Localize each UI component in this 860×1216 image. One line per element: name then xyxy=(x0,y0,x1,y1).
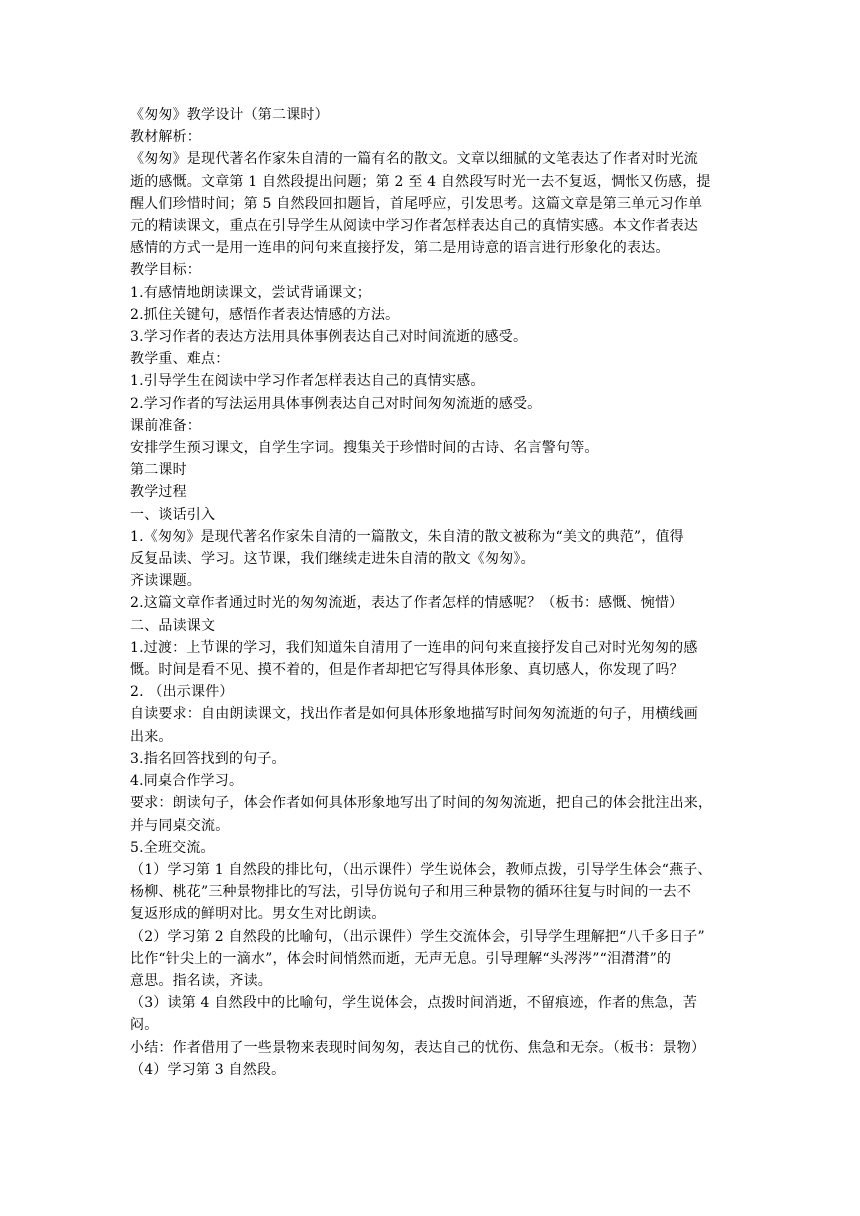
text-line: 二、品读课文 xyxy=(130,617,216,634)
text-line: （2）学习第 2 自然段的比喻句，（出示课件）学生交流体会，引导学生理解把“八千多日子” xyxy=(130,928,705,945)
text-line: 1.《匆匆》是现代著名作家朱自清的一篇散文，朱自清的散文被称为“美文的典范”，值得 xyxy=(130,528,684,545)
text-line: 4.同桌合作学习。 xyxy=(130,773,244,790)
text-line: 5.全班交流。 xyxy=(130,839,215,856)
text-line: 2.这篇文章作者通过时光的匆匆流逝，表达了作者怎样的情感呢？（板书：感慨、惋惜） xyxy=(130,595,684,612)
text-line: 1.引导学生在阅读中学习作者怎样表达自己的真情实感。 xyxy=(130,373,485,390)
text-line: 教材解析： xyxy=(130,129,201,146)
text-line: 《匆匆》是现代著名作家朱自清的一篇有名的散文。文章以细腻的文笔表达了作者对时光流 xyxy=(130,151,698,168)
text-line: 闷。 xyxy=(130,1017,159,1034)
text-line: 逝的感慨。文章第 1 自然段提出问题；第 2 至 4 自然段写时光一去不复返，惆怅又伤感，提 xyxy=(130,173,711,190)
text-line: 3.学习作者的表达方法用具体事例表达自己对时间流逝的感受。 xyxy=(130,329,528,346)
document-body xyxy=(130,126,730,1081)
text-line: 课前准备： xyxy=(130,417,201,434)
text-line: （3）读第 4 自然段中的比喻句，学生说体会，点拨时间消逝，不留痕迹，作者的焦急，苦 xyxy=(130,995,698,1012)
text-line: 2. （出示课件） xyxy=(130,684,234,701)
text-line: 反复品读、学习。这节课，我们继续走进朱自清的散文《匆匆》。 xyxy=(130,551,535,568)
document-page xyxy=(130,104,730,1081)
text-line: 教学过程 xyxy=(130,484,187,501)
text-line: （1）学习第 1 自然段的排比句，（出示课件）学生说体会，教师点拨，引导学生体会“燕子、 xyxy=(130,861,712,878)
text-line: 齐读课题。 xyxy=(130,573,201,590)
text-line: 3.指名回答找到的句子。 xyxy=(130,750,286,767)
document-title: 《匆匆》教学设计（第二课时） xyxy=(130,107,329,123)
text-line: 意思。指名读，齐读。 xyxy=(130,972,272,989)
text-line: 出来。 xyxy=(130,728,173,745)
text-line: 并与同桌交流。 xyxy=(130,817,230,834)
text-line: 醒人们珍惜时间；第 5 自然段回扣题旨，首尾呼应，引发思考。这篇文章是第三单元习作单 xyxy=(130,195,703,212)
text-line: 第二课时 xyxy=(130,462,187,479)
text-line: 1.过渡：上节课的学习，我们知道朱自清用了一连串的问句来直接抒发自己对时光匆匆的感 xyxy=(130,639,698,656)
text-line: 小结：作者借用了一些景物来表现时间匆匆，表达自己的忧伤、焦急和无奈。（板书：景物） xyxy=(130,1039,706,1056)
text-line: 比作“针尖上的一滴水”，体会时间悄然而逝，无声无息。引导理解“头涔涔”“泪潸潸”的 xyxy=(130,950,672,967)
text-line: 元的精读课文，重点在引导学生从阅读中学习作者怎样表达自己的真情实感。本文作者表达 xyxy=(130,218,698,235)
text-line: 1.有感情地朗读课文，尝试背诵课文； xyxy=(130,284,371,301)
text-line: 自读要求：自由朗读课文，找出作者是如何具体形象地描写时间匆匆流逝的句子，用横线画 xyxy=(130,706,698,723)
text-line: 2.学习作者的写法运用具体事例表达自己对时间匆匆流逝的感受。 xyxy=(130,395,542,412)
text-line: 复返形成的鲜明对比。男女生对比朗读。 xyxy=(130,906,386,923)
text-line: 教学目标： xyxy=(130,262,201,279)
text-line: （4）学习第 3 自然段。 xyxy=(130,1061,286,1078)
text-line: 要求：朗读句子，体会作者如何具体形象地写出了时间的匆匆流逝，把自己的体会批注出来， xyxy=(130,795,713,812)
text-line: 教学重、难点： xyxy=(130,351,230,368)
text-line: 杨柳、桃花”三种景物排比的写法，引导仿说句子和用三种景物的循环往复与时间的一去不 xyxy=(130,884,692,901)
text-line: 安排学生预习课文，自学生字词。搜集关于珍惜时间的古诗、名言警句等。 xyxy=(130,440,599,457)
text-line: 2.抓住关键句，感悟作者表达情感的方法。 xyxy=(130,306,400,323)
text-line: 感情的方式一是用一连串的问句来直接抒发，第二是用诗意的语言进行形象化的表达。 xyxy=(130,240,670,257)
text-line: 慨。时间是看不见、摸不着的，但是作者却把它写得具体形象、真切感人，你发现了吗？ xyxy=(130,662,684,679)
text-line: 一、谈话引入 xyxy=(130,506,216,523)
